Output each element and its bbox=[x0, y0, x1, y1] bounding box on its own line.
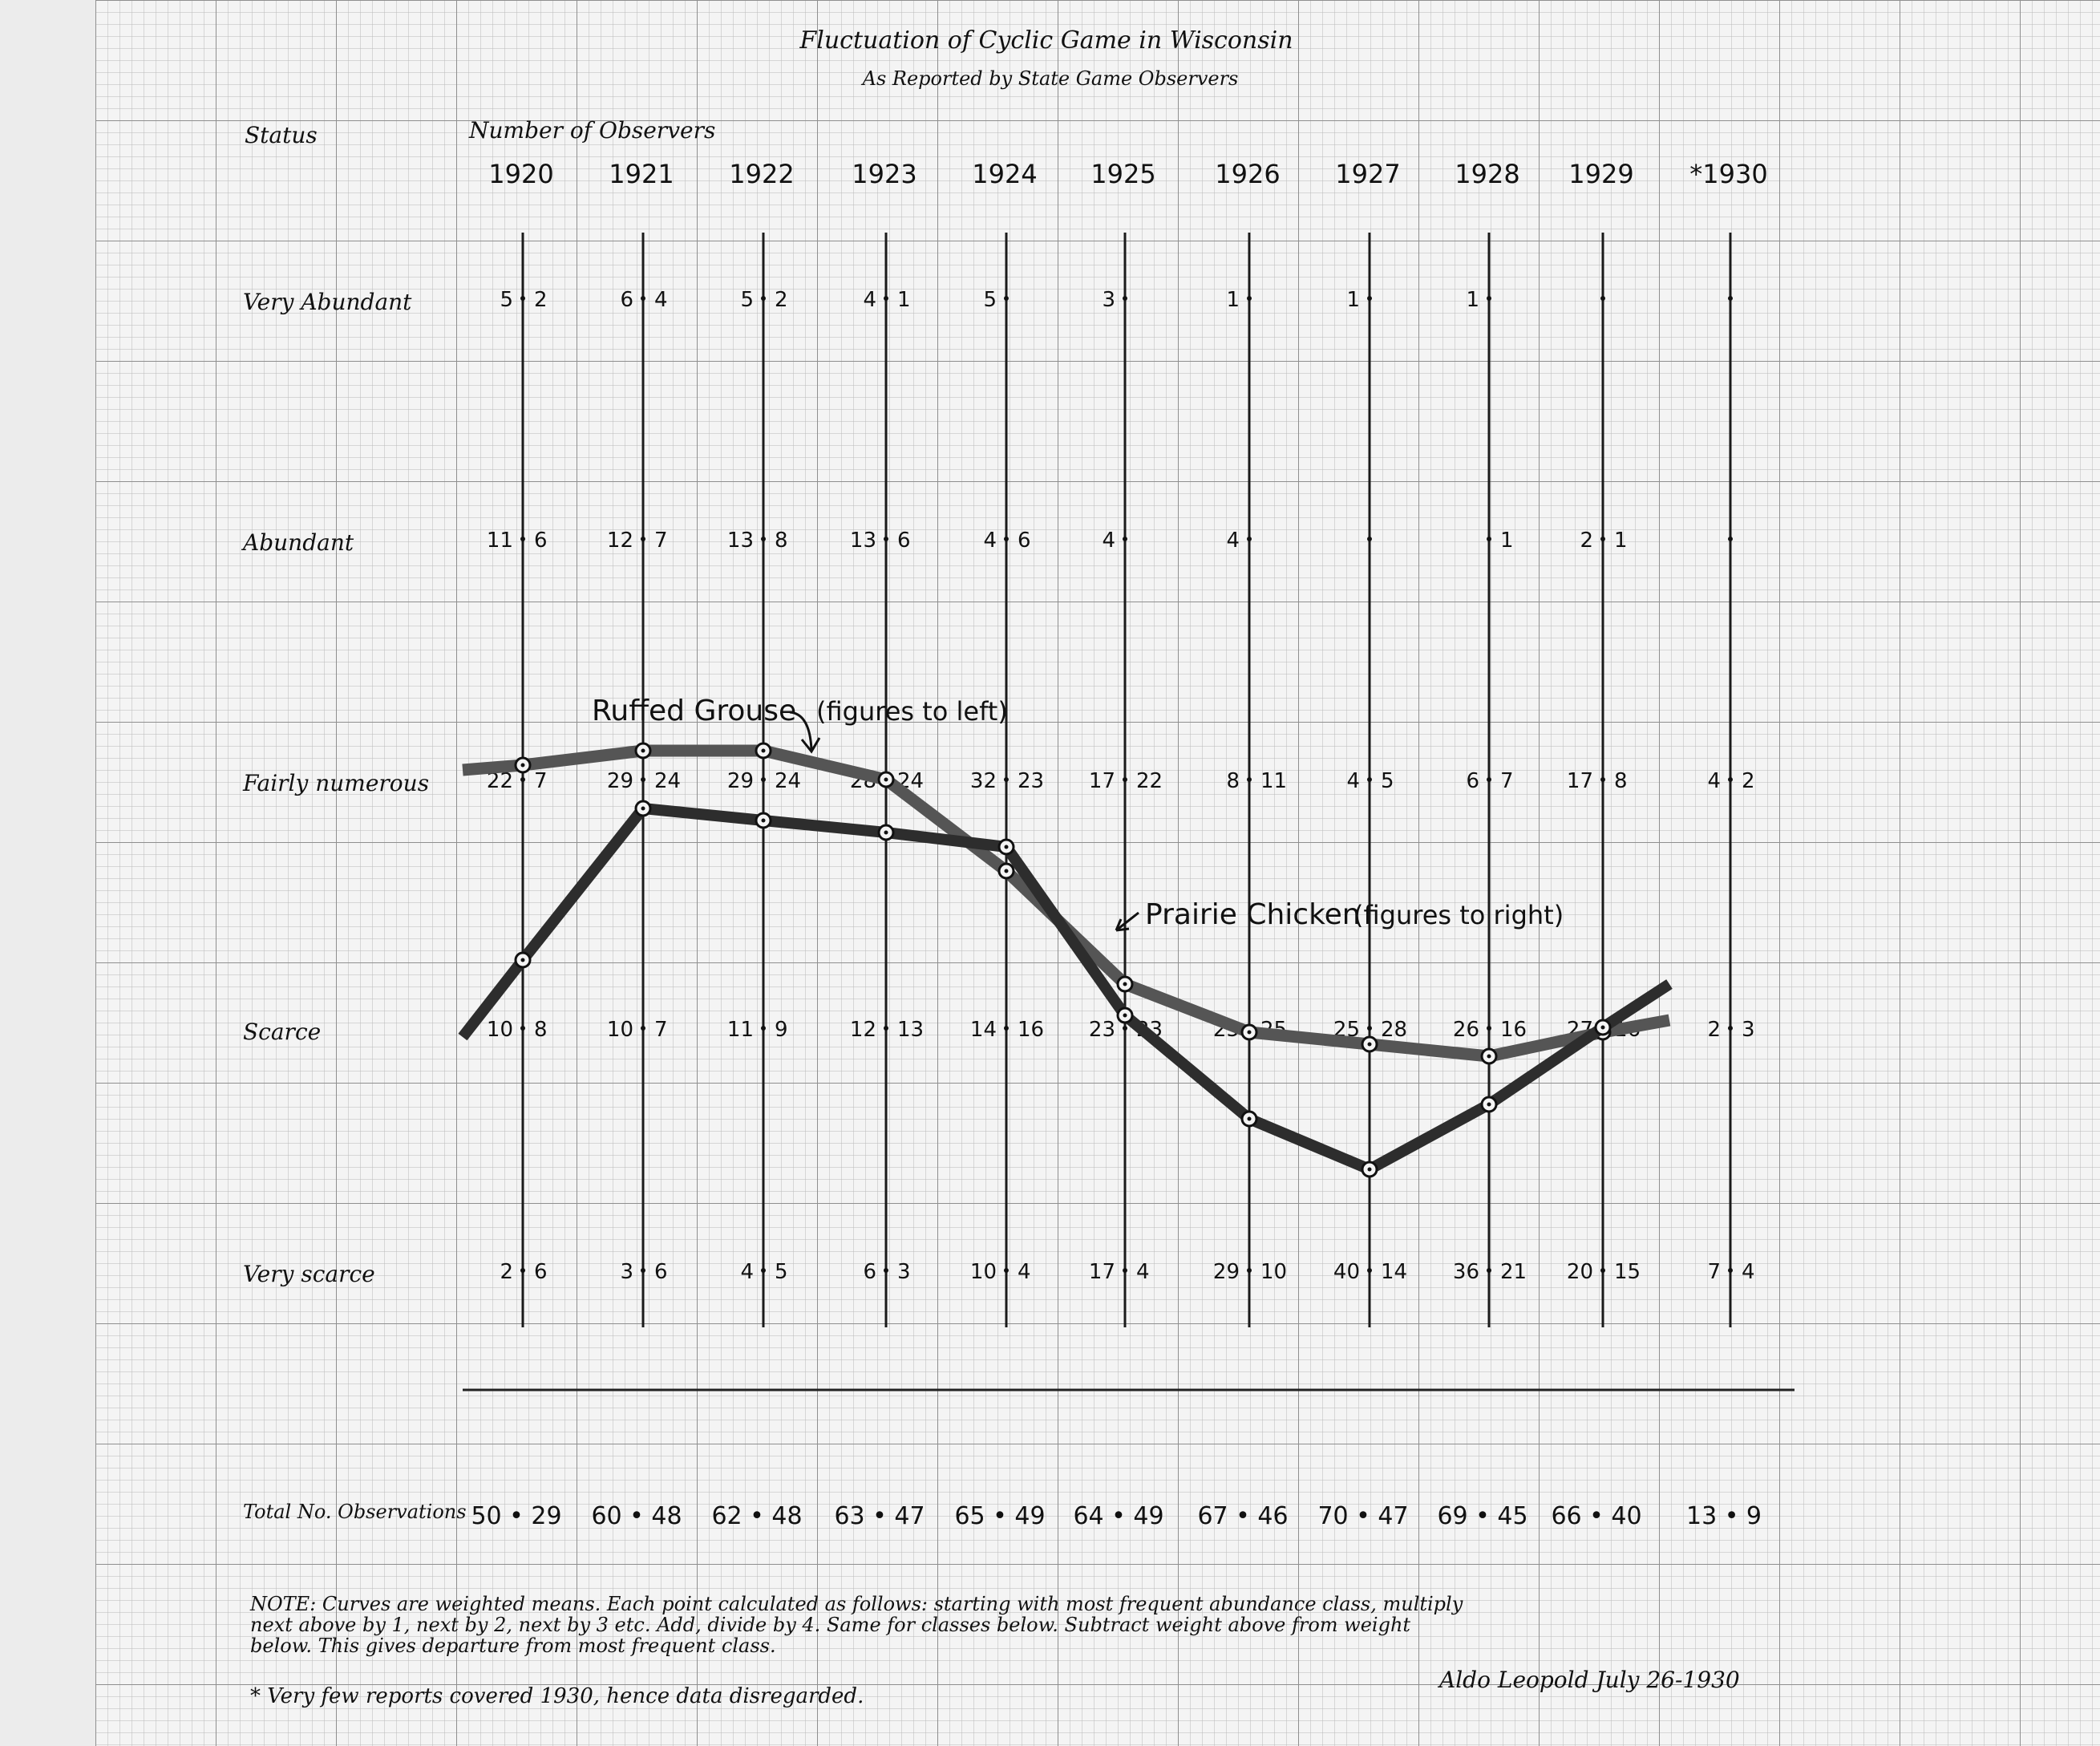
total-value: 70 • 47 bbox=[1317, 1502, 1409, 1530]
ruffed-grouse-line-point-center bbox=[641, 749, 645, 753]
prairie-chicken-line-point-center bbox=[1368, 1168, 1372, 1172]
ruffed-grouse-line-point-center bbox=[521, 764, 525, 768]
chicken-count: 2 bbox=[775, 288, 788, 312]
year-label: 1920 bbox=[488, 159, 554, 189]
prairie-chicken-line-point-center bbox=[1248, 1117, 1252, 1121]
count-dot bbox=[641, 296, 645, 301]
chicken-count: 24 bbox=[897, 769, 925, 793]
chicken-count: 6 bbox=[1018, 529, 1031, 553]
count-dot bbox=[1728, 296, 1733, 301]
chicken-count: 11 bbox=[1260, 769, 1288, 793]
total-value: 69 • 45 bbox=[1437, 1502, 1528, 1530]
grouse-count: 2 bbox=[1580, 529, 1593, 553]
observers-header: Number of Observers bbox=[469, 117, 716, 144]
grouse-count: 13 bbox=[726, 529, 754, 553]
note-line: below. This gives departure from most frequent class. bbox=[250, 1635, 776, 1657]
chicken-count: 6 bbox=[534, 1260, 548, 1284]
grouse-count: 29 bbox=[726, 769, 754, 793]
chicken-count: 7 bbox=[534, 769, 548, 793]
grouse-count: 4 bbox=[1226, 529, 1240, 553]
count-dot bbox=[520, 777, 525, 782]
chicken-count: 13 bbox=[897, 1018, 925, 1042]
chicken-count: 9 bbox=[775, 1018, 788, 1042]
prairie-chicken-line-point-center bbox=[1487, 1103, 1491, 1107]
count-dot bbox=[1123, 296, 1127, 301]
grouse-count: 20 bbox=[1566, 1260, 1593, 1284]
chicken-count: 23 bbox=[1018, 769, 1045, 793]
count-dot bbox=[1600, 537, 1605, 541]
grouse-count: 5 bbox=[740, 288, 754, 312]
count-dot bbox=[761, 777, 766, 782]
total-value: 66 • 40 bbox=[1551, 1502, 1642, 1530]
grouse-annotation: (figures to left) bbox=[816, 696, 1008, 727]
count-dot bbox=[1123, 777, 1127, 782]
chicken-count: 7 bbox=[654, 529, 668, 553]
year-label: 1929 bbox=[1568, 159, 1634, 189]
year-label: 1923 bbox=[852, 159, 917, 189]
count-dot bbox=[1123, 1026, 1127, 1031]
signature: Aldo Leopold July 26-1930 bbox=[1439, 1667, 1740, 1693]
count-dot bbox=[884, 1268, 888, 1273]
prairie-chicken-line-point-center bbox=[1601, 1026, 1605, 1030]
year-label: 1925 bbox=[1090, 159, 1156, 189]
ruffed-grouse-line-point-center bbox=[762, 749, 766, 753]
chicken-count: 1 bbox=[1500, 529, 1514, 553]
totals-row-label: Total No. Observations bbox=[243, 1501, 467, 1523]
note-line: NOTE: Curves are weighted means. Each point calculated as follows: starting with most frequent abundance class, multiply bbox=[250, 1593, 1463, 1615]
grouse-count: 4 bbox=[863, 288, 876, 312]
grouse-count: 40 bbox=[1333, 1260, 1360, 1284]
count-dot bbox=[1487, 1026, 1491, 1031]
grouse-count: 1 bbox=[1466, 288, 1479, 312]
count-dot bbox=[884, 1026, 888, 1031]
status-header: Status bbox=[245, 122, 318, 148]
grouse-count: 1 bbox=[1346, 288, 1360, 312]
grouse-count: 4 bbox=[1707, 769, 1721, 793]
grouse-count: 25 bbox=[1333, 1018, 1360, 1042]
count-dot bbox=[1600, 296, 1605, 301]
chicken-count: 4 bbox=[654, 288, 668, 312]
grouse-count: 28 bbox=[849, 769, 876, 793]
chicken-count: 2 bbox=[534, 288, 548, 312]
count-dot bbox=[1487, 777, 1491, 782]
count-dot bbox=[1367, 1026, 1372, 1031]
chicken-count: 25 bbox=[1260, 1018, 1288, 1042]
year-label: 1928 bbox=[1455, 159, 1520, 189]
count-dot bbox=[1123, 1268, 1127, 1273]
count-dot bbox=[761, 1268, 766, 1273]
count-dot bbox=[1487, 537, 1491, 541]
ruffed-grouse-line-point-center bbox=[1248, 1031, 1252, 1035]
chicken-count: 5 bbox=[1381, 769, 1394, 793]
count-dot bbox=[1004, 1026, 1009, 1031]
count-dot bbox=[1487, 1268, 1491, 1273]
count-dot bbox=[1247, 296, 1252, 301]
count-dot bbox=[641, 537, 645, 541]
footnote: * Very few reports covered 1930, hence data disregarded. bbox=[250, 1684, 864, 1708]
total-value: 63 • 47 bbox=[834, 1502, 925, 1530]
prairie-chicken-line-point-center bbox=[762, 819, 766, 823]
chart-subtitle: As Reported by State Game Observers bbox=[862, 67, 1239, 90]
grouse-count: 4 bbox=[1102, 529, 1115, 553]
chicken-count: 6 bbox=[654, 1260, 668, 1284]
chicken-count: 16 bbox=[1500, 1018, 1527, 1042]
count-dot bbox=[1247, 537, 1252, 541]
count-dot bbox=[1728, 1026, 1733, 1031]
grouse-label: Ruffed Grouse bbox=[592, 695, 797, 727]
grouse-count: 4 bbox=[1346, 769, 1360, 793]
status-label: Abundant bbox=[243, 529, 354, 556]
count-dot bbox=[761, 296, 766, 301]
chicken-count: 16 bbox=[1018, 1018, 1045, 1042]
total-value: 60 • 48 bbox=[591, 1502, 682, 1530]
chicken-count: 8 bbox=[775, 529, 788, 553]
grouse-count: 3 bbox=[1102, 288, 1115, 312]
count-dot bbox=[641, 1268, 645, 1273]
chicken-count: 2 bbox=[1742, 769, 1755, 793]
chicken-count: 4 bbox=[1742, 1260, 1755, 1284]
count-dot bbox=[1487, 296, 1491, 301]
chicken-count: 7 bbox=[654, 1018, 668, 1042]
count-dot bbox=[1367, 296, 1372, 301]
chicken-count: 8 bbox=[534, 1018, 548, 1042]
chicken-count: 16 bbox=[1614, 1018, 1641, 1042]
chicken-count: 5 bbox=[775, 1260, 788, 1284]
count-dot bbox=[1600, 1268, 1605, 1273]
grouse-count: 17 bbox=[1088, 769, 1115, 793]
chicken-count: 10 bbox=[1260, 1260, 1288, 1284]
grouse-count: 14 bbox=[969, 1018, 997, 1042]
grouse-count: 1 bbox=[1226, 288, 1240, 312]
count-dot bbox=[1367, 537, 1372, 541]
grouse-count: 6 bbox=[620, 288, 633, 312]
count-dot bbox=[1247, 777, 1252, 782]
chicken-count: 4 bbox=[1136, 1260, 1150, 1284]
year-label: 1924 bbox=[972, 159, 1038, 189]
chicken-label: Prairie Chicken bbox=[1145, 898, 1361, 931]
chicken-annotation: (figures to right) bbox=[1353, 900, 1564, 930]
grouse-count: 10 bbox=[969, 1260, 997, 1284]
chicken-count: 15 bbox=[1614, 1260, 1641, 1284]
prairie-chicken-line-point-center bbox=[1005, 845, 1009, 849]
count-dot bbox=[761, 1026, 766, 1031]
ruffed-grouse-line-point-center bbox=[1123, 982, 1127, 986]
grouse-count: 26 bbox=[1452, 1018, 1479, 1042]
prairie-chicken-line-point-center bbox=[521, 958, 525, 962]
chicken-count: 6 bbox=[897, 529, 911, 553]
chicken-count: 21 bbox=[1500, 1260, 1527, 1284]
grouse-count: 6 bbox=[1466, 769, 1479, 793]
ruffed-grouse-line-point-center bbox=[1487, 1055, 1491, 1059]
coarse-grid bbox=[95, 0, 2100, 1746]
count-dot bbox=[1004, 1268, 1009, 1273]
grouse-count: 23 bbox=[1088, 1018, 1115, 1042]
chicken-count: 6 bbox=[534, 529, 548, 553]
grouse-count: 2 bbox=[1707, 1018, 1721, 1042]
year-label: 1921 bbox=[609, 159, 674, 189]
grouse-count: 25 bbox=[1212, 1018, 1240, 1042]
grouse-count: 10 bbox=[486, 1018, 513, 1042]
grouse-count: 17 bbox=[1566, 769, 1593, 793]
count-dot bbox=[1004, 537, 1009, 541]
count-dot bbox=[884, 537, 888, 541]
prairie-chicken-line-point-center bbox=[1123, 1014, 1127, 1018]
count-dot bbox=[1247, 1268, 1252, 1273]
count-dot bbox=[520, 1026, 525, 1031]
grouse-count: 7 bbox=[1707, 1260, 1721, 1284]
chicken-count: 24 bbox=[654, 769, 682, 793]
grouse-count: 5 bbox=[500, 288, 513, 312]
chicken-count: 8 bbox=[1614, 769, 1628, 793]
status-label: Scarce bbox=[243, 1019, 322, 1045]
grouse-count: 36 bbox=[1452, 1260, 1479, 1284]
total-value: 65 • 49 bbox=[954, 1502, 1046, 1530]
grouse-count: 4 bbox=[740, 1260, 754, 1284]
grouse-count: 12 bbox=[849, 1018, 876, 1042]
chicken-count: 7 bbox=[1500, 769, 1514, 793]
grouse-count: 13 bbox=[849, 529, 876, 553]
ruffed-grouse-line-point-center bbox=[884, 778, 888, 782]
grouse-count: 29 bbox=[1212, 1260, 1240, 1284]
grouse-count: 29 bbox=[606, 769, 633, 793]
chicken-count: 23 bbox=[1136, 1018, 1163, 1042]
chicken-count: 3 bbox=[1742, 1018, 1755, 1042]
count-dot bbox=[1004, 296, 1009, 301]
grouse-count: 32 bbox=[969, 769, 997, 793]
count-dot bbox=[1367, 1268, 1372, 1273]
count-dot bbox=[1728, 777, 1733, 782]
chicken-count: 4 bbox=[1018, 1260, 1031, 1284]
count-dot bbox=[520, 296, 525, 301]
grouse-count: 3 bbox=[620, 1260, 633, 1284]
grouse-count: 4 bbox=[983, 529, 997, 553]
chart-title: Fluctuation of Cyclic Game in Wisconsin bbox=[799, 26, 1293, 55]
grouse-count: 10 bbox=[606, 1018, 633, 1042]
status-label: Very Abundant bbox=[243, 289, 412, 315]
chicken-count: 24 bbox=[775, 769, 802, 793]
chicken-count: 1 bbox=[897, 288, 911, 312]
count-dot bbox=[520, 537, 525, 541]
count-dot bbox=[761, 537, 766, 541]
count-dot bbox=[1600, 777, 1605, 782]
total-value: 50 • 29 bbox=[471, 1502, 562, 1530]
grouse-count: 6 bbox=[863, 1260, 876, 1284]
chicken-count: 1 bbox=[1614, 529, 1628, 553]
total-value: 64 • 49 bbox=[1073, 1502, 1164, 1530]
count-dot bbox=[1728, 1268, 1733, 1273]
count-dot bbox=[1004, 777, 1009, 782]
chicken-count: 3 bbox=[897, 1260, 911, 1284]
status-label: Fairly numerous bbox=[243, 770, 430, 796]
note-line: next above by 1, next by 2, next by 3 etc. Add, divide by 4. Same for classes below. Subtract weight above from weight bbox=[250, 1614, 1411, 1636]
grouse-count: 8 bbox=[1226, 769, 1240, 793]
totals-row bbox=[471, 1502, 1762, 1530]
grouse-count: 17 bbox=[1088, 1260, 1115, 1284]
grouse-count: 5 bbox=[983, 288, 997, 312]
count-dot bbox=[1123, 537, 1127, 541]
count-dot bbox=[1728, 537, 1733, 541]
chicken-count: 28 bbox=[1381, 1018, 1408, 1042]
grouse-count: 2 bbox=[500, 1260, 513, 1284]
chicken-count: 22 bbox=[1136, 769, 1163, 793]
ruffed-grouse-line-point-center bbox=[1368, 1043, 1372, 1047]
grouse-count: 27 bbox=[1566, 1018, 1593, 1042]
grouse-count: 22 bbox=[486, 769, 513, 793]
count-dot bbox=[520, 1268, 525, 1273]
year-label: *1930 bbox=[1689, 159, 1768, 189]
total-value: 13 • 9 bbox=[1685, 1502, 1762, 1530]
ruffed-grouse-line-point-center bbox=[1005, 869, 1009, 873]
count-dot bbox=[641, 1026, 645, 1031]
total-value: 67 • 46 bbox=[1197, 1502, 1289, 1530]
year-label: 1927 bbox=[1335, 159, 1401, 189]
total-value: 62 • 48 bbox=[711, 1502, 803, 1530]
chicken-count: 14 bbox=[1381, 1260, 1408, 1284]
year-label: 1926 bbox=[1215, 159, 1281, 189]
grouse-count: 11 bbox=[726, 1018, 754, 1042]
count-dot bbox=[641, 777, 645, 782]
status-label: Very scarce bbox=[243, 1261, 375, 1287]
count-dot bbox=[1367, 777, 1372, 782]
count-dot bbox=[884, 296, 888, 301]
year-label: 1922 bbox=[729, 159, 795, 189]
grouse-count: 11 bbox=[486, 529, 513, 553]
prairie-chicken-line-point-center bbox=[641, 807, 645, 811]
prairie-chicken-line-point-center bbox=[884, 831, 888, 835]
grouse-count: 12 bbox=[606, 529, 633, 553]
